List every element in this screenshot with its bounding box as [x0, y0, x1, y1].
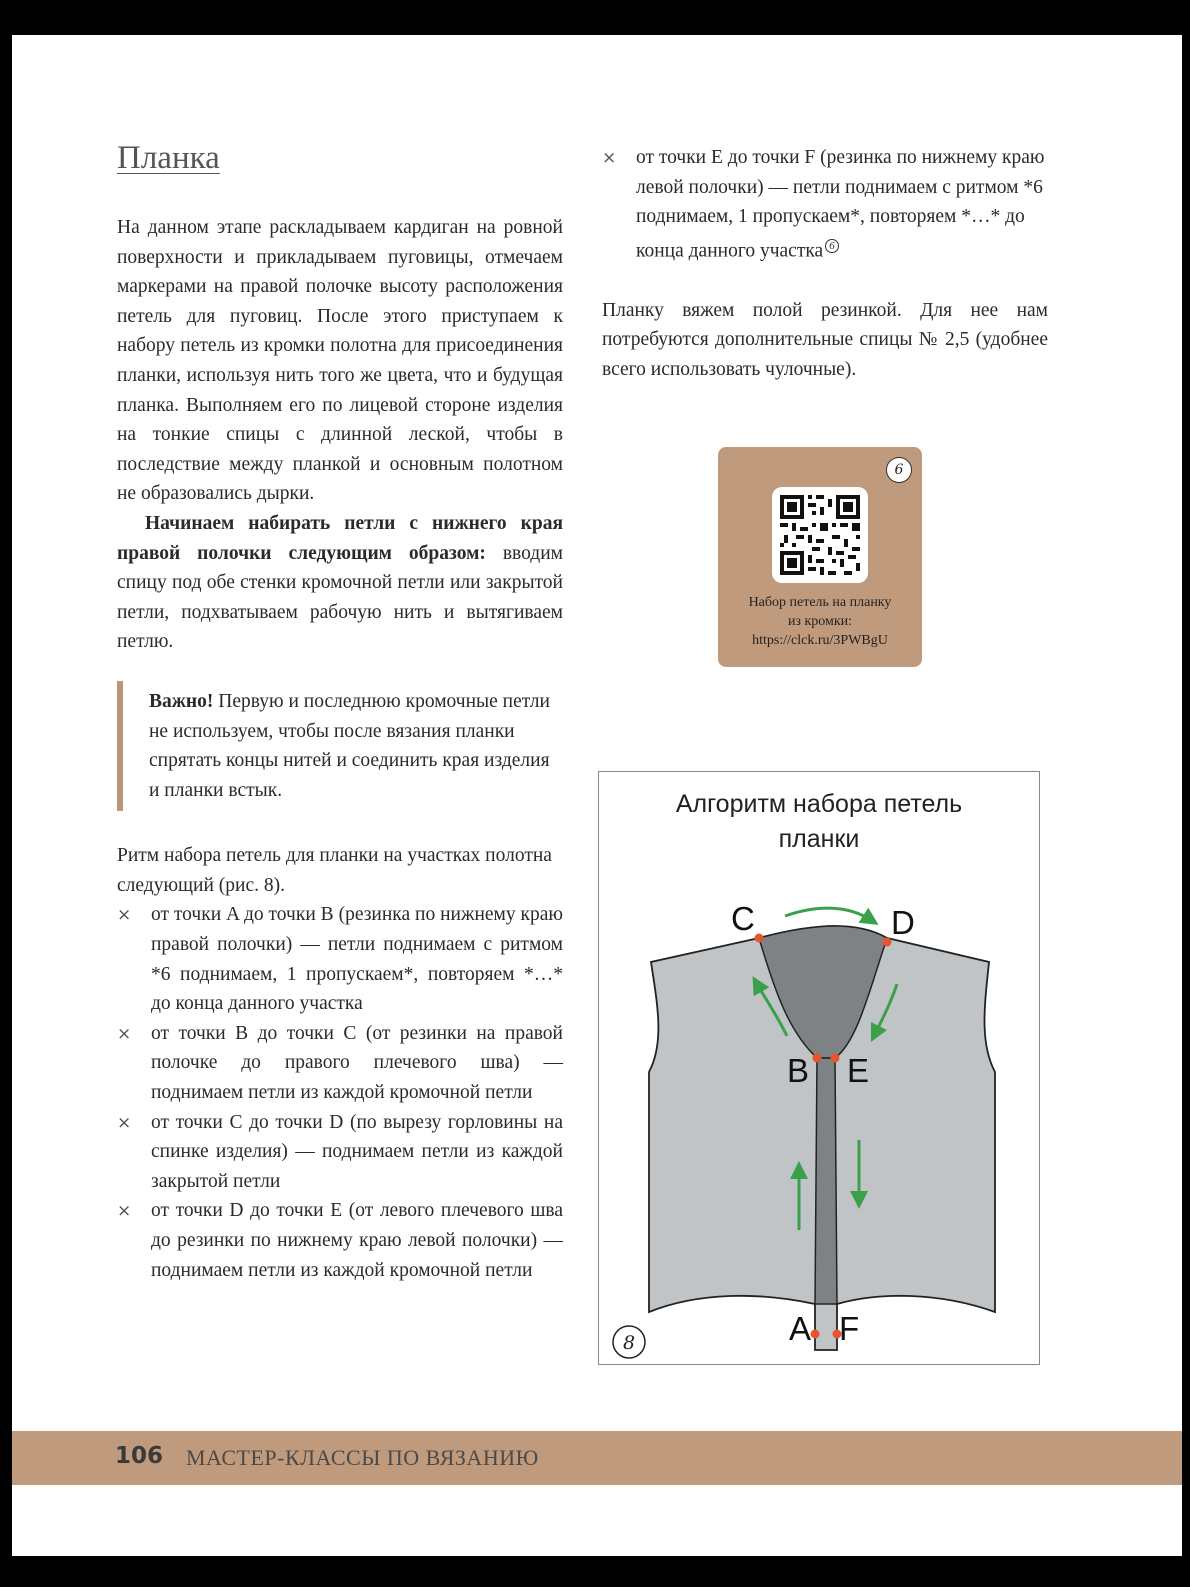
step-text: от точки E до точки F (резинка по нижнему краю левой полочки) — петли поднимаем с ритмом *6 поднимаем, 1 пропускаем*, повторяем *…* до конца данного участка — [636, 147, 1045, 262]
qr-caption-line: из кромки: — [787, 614, 853, 629]
list-item — [602, 143, 1048, 266]
figure-title-line: Алгоритм набора петель — [675, 790, 963, 818]
section-title: МАСТЕР-КЛАССЫ ПО ВЯЗАНИЮ — [186, 1445, 539, 1470]
rhythm-paragraph: Ритм набора петель для планки на участках полотна следующий (рис. 8). — [117, 845, 552, 896]
plank-paragraph: Планку вяжем полой резинкой. Для нее нам потребуются дополнительные спицы № 2,5 (удобнее всего использовать чулочные). — [602, 299, 1048, 381]
cross-bullet-icon: ⨯ — [117, 905, 132, 925]
point-label-b: B — [787, 1052, 810, 1089]
qr-caption-line: Набор петель на планку — [748, 595, 892, 610]
cross-bullet-icon: ⨯ — [117, 1112, 132, 1132]
list-item — [117, 900, 563, 1018]
cross-bullet-icon: ⨯ — [602, 148, 617, 167]
start-bold: Начинаем набирать петли с нижнего края правой полочки следующим образом: — [117, 512, 563, 564]
note-bold: Важно! — [149, 690, 214, 712]
qr-code-icon[interactable] — [772, 487, 868, 583]
qr-caption — [718, 593, 922, 650]
left-column — [117, 140, 563, 1285]
point-label-a: A — [789, 1310, 812, 1347]
footer-bar — [12, 1431, 1182, 1485]
point-label-f: F — [839, 1310, 860, 1347]
note-rest: Первую и последнюю кромочные петли не используем, чтобы после вязания планки спрятать концы нитей и соединить края изделия и планки встык. — [149, 690, 550, 801]
cross-bullet-icon: ⨯ — [117, 1201, 132, 1221]
steps-list-left — [117, 900, 563, 1285]
step-text: от точки D до точки E (от левого плечевого шва до резинки по нижнему краю левой полочки) — поднимаем петли из каждой кромочной петли — [151, 1200, 563, 1281]
ref-mark-icon: 6 — [825, 239, 839, 253]
figure-title-line: планки — [778, 825, 860, 853]
section-heading: Планка — [117, 140, 220, 176]
point-label-e: E — [847, 1052, 870, 1089]
figure-8 — [598, 771, 1040, 1365]
page — [12, 35, 1182, 1556]
vest-diagram — [599, 772, 1039, 1364]
note-paragraph — [149, 687, 563, 805]
steps-list-right — [602, 143, 1048, 266]
step-text: от точки C до точки D (по вырезу горловины на спинке изделия) — поднимаем петли из каждой закрытой петли — [151, 1111, 563, 1192]
intro-paragraph: На данном этапе раскладываем кардиган на ровной поверхности и прикладываем пуговицы, отмечаем маркерами на правой полочке высоту расположения петель для пуговиц. После этого приступаем к набору петель из кромки полотна для присоединения планки, используя нить того же цвета, что и будущая планка. Выполняем его по лицевой стороне изделия на тонкие спицы с длинной леской, чтобы в последствие между планкой и основным полотном не образовались дырки. — [117, 217, 563, 505]
point-label-c: C — [731, 900, 755, 937]
point-label-d: D — [891, 904, 915, 941]
start-paragraph — [117, 509, 563, 657]
start-rest: вводим спицу под обе стенки кромочной петли или закрытой петли, подхватываем рабочую нить и вытягиваем петлю. — [117, 542, 563, 653]
important-note — [117, 681, 563, 811]
qr-badge: 6 — [886, 457, 912, 483]
figure-number: 8 — [622, 1332, 636, 1354]
qr-card — [718, 447, 922, 667]
page-number: 106 — [115, 1443, 164, 1469]
qr-url[interactable]: https://clck.ru/3PWBgU — [752, 633, 888, 648]
step-text: от точки A до точки B (резинка по нижнему краю правой полочки) — петли поднимаем с ритмом *6 поднимаем, 1 пропускаем*, повторяем *…* до конца данного участка — [151, 904, 563, 1015]
cross-bullet-icon: ⨯ — [117, 1023, 132, 1043]
list-item — [117, 1108, 563, 1197]
list-item — [117, 1019, 563, 1108]
step-text: от точки B до точки C (от резинки на правой полочке до правого плечевого шва) — поднимаем петли из каждой кромочной петли — [151, 1022, 563, 1104]
list-item — [117, 1196, 563, 1285]
right-column — [602, 143, 1048, 385]
vest-placket — [815, 1058, 837, 1304]
